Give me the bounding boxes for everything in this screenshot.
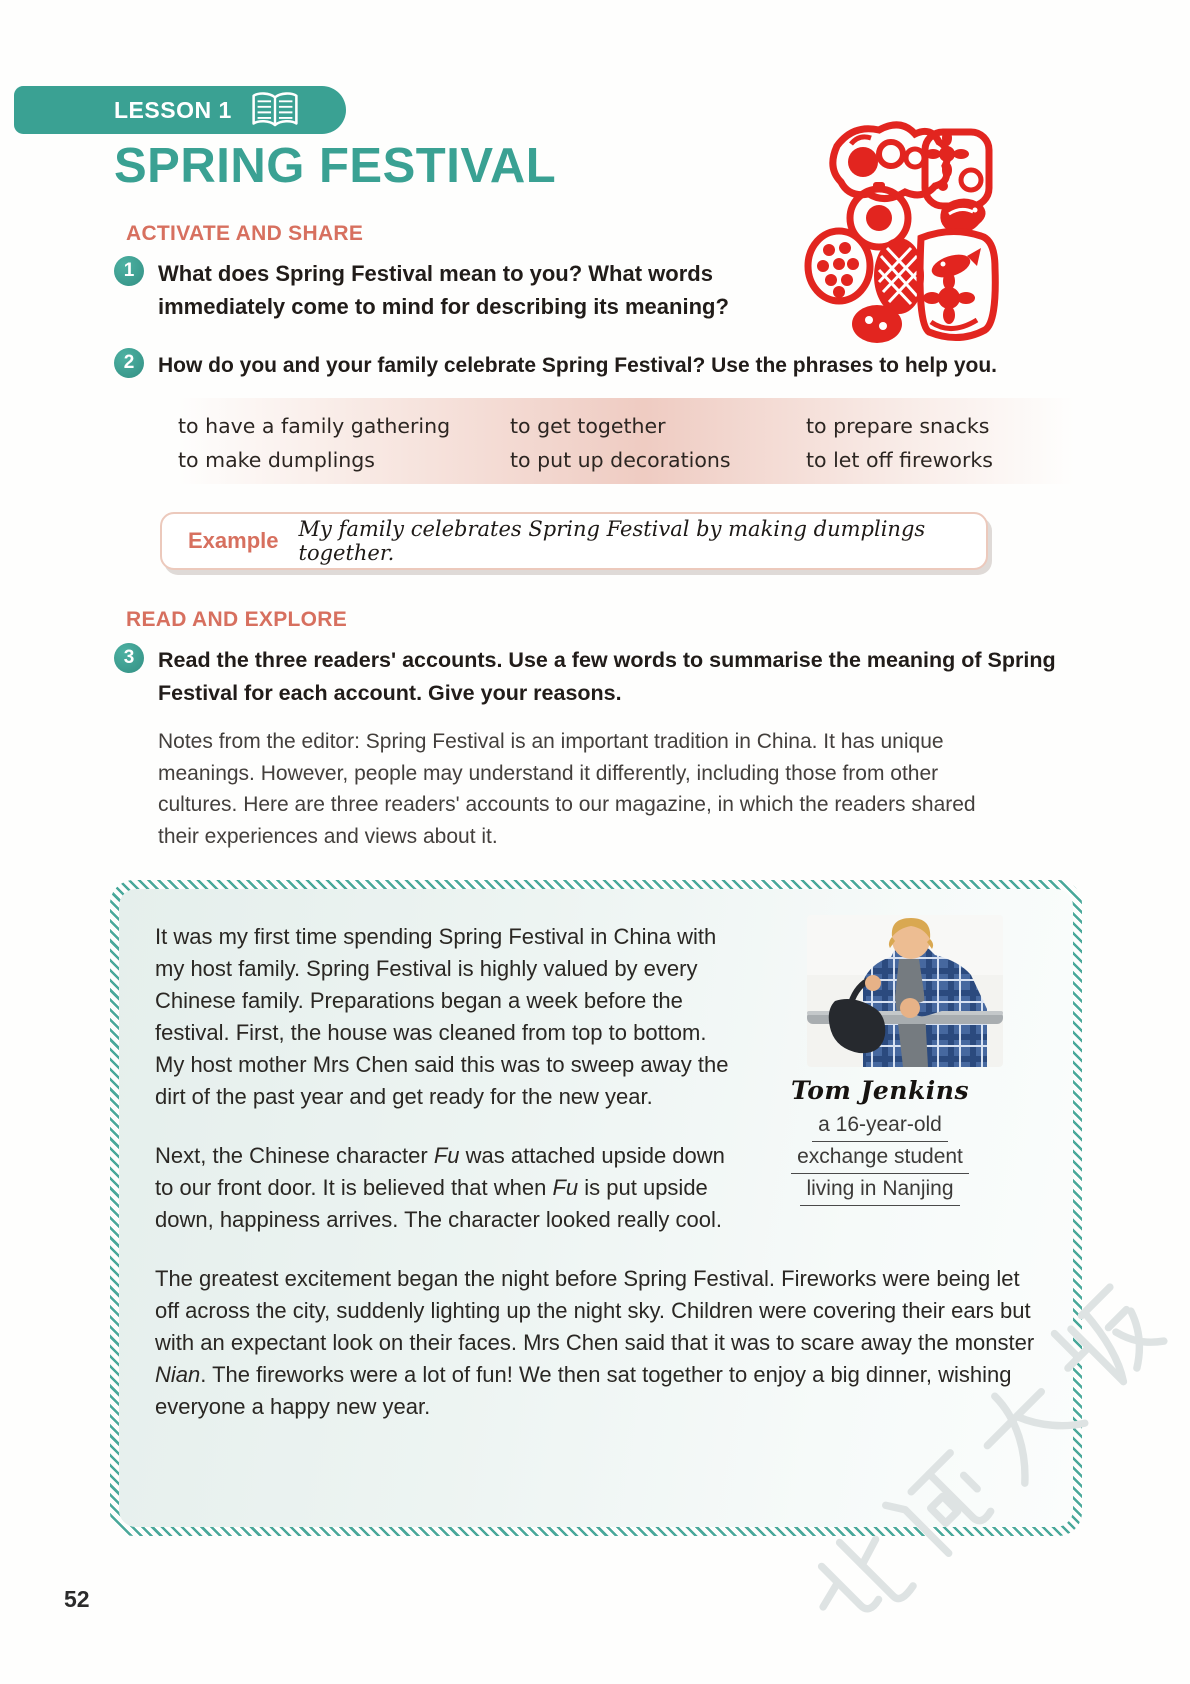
question-1 bbox=[114, 256, 780, 323]
example-sentence: My family celebrates Spring Festival by making dumplings together. bbox=[298, 517, 926, 565]
phrase: to have a family gathering bbox=[178, 414, 451, 438]
phrase: to prepare snacks bbox=[806, 414, 990, 438]
phrase: to let off fireworks bbox=[806, 448, 993, 472]
author-photo-graphic bbox=[807, 915, 1003, 1067]
section-heading-activate: ACTIVATE AND SHARE bbox=[126, 222, 364, 245]
question-3-text: Read the three readers' accounts. Use a few words to summarise the meaning of Spring Festival for each account. Give your reasons. bbox=[158, 648, 1056, 705]
phrase: to get together bbox=[510, 414, 666, 438]
passage-paragraph-1: It was my first time spending Spring Festival in China with my host family. Spring Festival is highly valued by every Chinese family. Preparations began a week before the festival. First, the house was cleaned from top to bottom. My host mother Mrs Chen said this was to sweep away the dirt of the past year and get ready for the new year. bbox=[155, 924, 729, 1109]
phrase: to make dumplings bbox=[178, 448, 375, 472]
question-2-number: 2 bbox=[114, 348, 144, 378]
author-caption-line: a 16-year-old bbox=[812, 1113, 948, 1142]
page-title: SPRING FESTIVAL bbox=[114, 139, 557, 193]
question-2 bbox=[114, 348, 997, 382]
author-photo bbox=[807, 915, 1003, 1067]
phrase-column-2 bbox=[510, 409, 806, 484]
passage-paragraph-3: The greatest excitement began the night before Spring Festival. Fireworks were being let off across the city, suddenly lighting up the night sky. Children were covering their ears but with an expectant look on their faces. Mrs Chen said that it was to scare away the monster Nian. The fireworks were a lot of fun! We then sat together to enjoy a big dinner, wishing everyone a happy new year. bbox=[155, 1266, 1035, 1419]
paper-cut-fu-artwork bbox=[793, 116, 1003, 348]
question-1-number: 1 bbox=[114, 256, 144, 286]
author-name: Tom Jenkins bbox=[790, 1076, 970, 1105]
question-3-number: 3 bbox=[114, 643, 144, 673]
question-1-text: What does Spring Festival mean to you? What words immediately come to mind for describing its meaning? bbox=[158, 261, 729, 319]
example-label: Example bbox=[188, 528, 279, 553]
editor-note: Notes from the editor: Spring Festival is an important tradition in China. It has unique meanings. However, people may understand it differently, including those from other cultures. Here are three readers' accounts to our magazine, in which the readers shared their experiences and views about it. bbox=[158, 730, 976, 848]
phrase-column-3 bbox=[806, 409, 1075, 484]
author-caption-line: exchange student bbox=[791, 1145, 969, 1174]
phrase-column-1 bbox=[178, 409, 510, 484]
author-caption-line: living in Nanjing bbox=[800, 1177, 959, 1206]
page-number: 52 bbox=[64, 1586, 90, 1612]
lesson-banner bbox=[14, 86, 346, 134]
phrase: to put up decorations bbox=[510, 448, 731, 472]
section-heading-read: READ AND EXPLORE bbox=[126, 608, 348, 631]
lesson-label: LESSON 1 bbox=[114, 96, 232, 123]
passage-paragraph-2: Next, the Chinese character Fu was attached upside down to our front door. It is believed that when Fu is put upside down, happiness arrives. The character looked really cool. bbox=[155, 1143, 725, 1232]
phrase-box bbox=[178, 398, 1075, 484]
question-3 bbox=[114, 643, 1073, 710]
author-caption bbox=[730, 1076, 1030, 1209]
question-2-text: How do you and your family celebrate Spring Festival? Use the phrases to help you. bbox=[158, 354, 998, 377]
open-book-icon bbox=[248, 91, 302, 129]
example-box bbox=[160, 512, 988, 570]
